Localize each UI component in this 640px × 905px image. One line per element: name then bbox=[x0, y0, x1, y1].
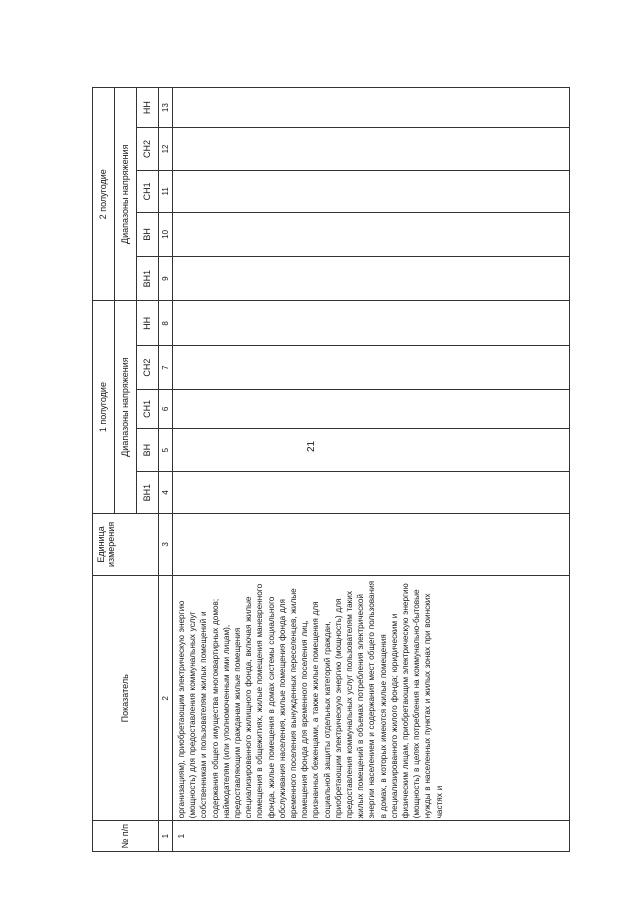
indicator-text: организациям), приобретающим электрическую энергию (мощность) для предоставления коммунальных услуг собственникам и пользователям жилых помещений и содержания общего имущества многоквартирных домов; наймодателям (или уполномоченным ими лицам), предоставляющим гражданам жилые помещения специализированного жилищного фонда, включая жилые помещения в общежитиях, жилые помещения маневренного фонда, жилые помещения в домах системы социального обслуживания населения, жилые помещения фонда для временного поселения вынужденных переселенцев, жилые помещения фонда для временного поселения лиц, признанных беженцами, а также жилые помещения для социальной защиты отдельных категорий граждан, приобретающим электрическую энергию (мощность) для предоставления коммунальных услуг пользователям таких жилых помещений в объемах потребления электрической энергии населением и содержания мест общего пользования в домах, в которых имеются жилые помещения специализированного жилого фонда; юридическим и физическим лицам, приобретающим электрическую энергию (мощность) в целях потребления на коммунально-бытовые нужды в населенных пунктах и жилых зонах при воинских частях и bbox=[173, 576, 570, 821]
column-number: 13 bbox=[159, 88, 173, 128]
unit-cell bbox=[173, 513, 570, 575]
value-cell bbox=[173, 88, 570, 128]
header-half1: 1 полугодие bbox=[93, 301, 115, 513]
column-number: 12 bbox=[159, 128, 173, 170]
column-number: 3 bbox=[159, 513, 173, 575]
value-cell bbox=[173, 128, 570, 170]
column-number: 1 bbox=[159, 821, 173, 852]
header-nn-h2: НН bbox=[137, 88, 159, 128]
header-sn1-h2: СН1 bbox=[137, 170, 159, 212]
column-number-row bbox=[159, 88, 173, 852]
header-vn-h1: ВН bbox=[137, 428, 159, 472]
header-half2: 2 полугодие bbox=[93, 88, 115, 302]
header-nn-h1: НН bbox=[137, 301, 159, 346]
value-cell bbox=[173, 428, 570, 472]
column-number: 8 bbox=[159, 301, 173, 346]
header-vn1-h1: ВН1 bbox=[137, 472, 159, 513]
column-number: 6 bbox=[159, 389, 173, 428]
rotated-table-container bbox=[92, 87, 569, 852]
header-num: № п/п bbox=[93, 821, 159, 852]
tariff-table bbox=[92, 87, 570, 852]
column-number: 7 bbox=[159, 346, 173, 390]
value-cell bbox=[173, 472, 570, 513]
column-number: 9 bbox=[159, 256, 173, 301]
value-cell bbox=[173, 256, 570, 301]
header-sn1-h1: СН1 bbox=[137, 389, 159, 428]
header-sn2-h2: СН2 bbox=[137, 128, 159, 170]
row-number: 1 bbox=[173, 821, 570, 852]
value-cell bbox=[173, 213, 570, 257]
header-vn1-h2: ВН1 bbox=[137, 256, 159, 301]
table-row bbox=[173, 88, 570, 852]
header-unit: Единица измерения bbox=[93, 513, 159, 575]
column-number: 5 bbox=[159, 428, 173, 472]
header-indicator: Показатель bbox=[93, 576, 159, 821]
value-cell bbox=[173, 389, 570, 428]
value-cell bbox=[173, 346, 570, 390]
column-number: 4 bbox=[159, 472, 173, 513]
header-voltage-ranges-2: Диапазоны напряжения bbox=[115, 88, 137, 302]
value-cell bbox=[173, 301, 570, 346]
column-number: 10 bbox=[159, 213, 173, 257]
value-cell bbox=[173, 170, 570, 212]
header-vn-h2: ВН bbox=[137, 213, 159, 257]
header-voltage-ranges-1: Диапазоны напряжения bbox=[115, 301, 137, 513]
header-sn2-h1: СН2 bbox=[137, 346, 159, 390]
column-number: 2 bbox=[159, 576, 173, 821]
column-number: 11 bbox=[159, 170, 173, 212]
